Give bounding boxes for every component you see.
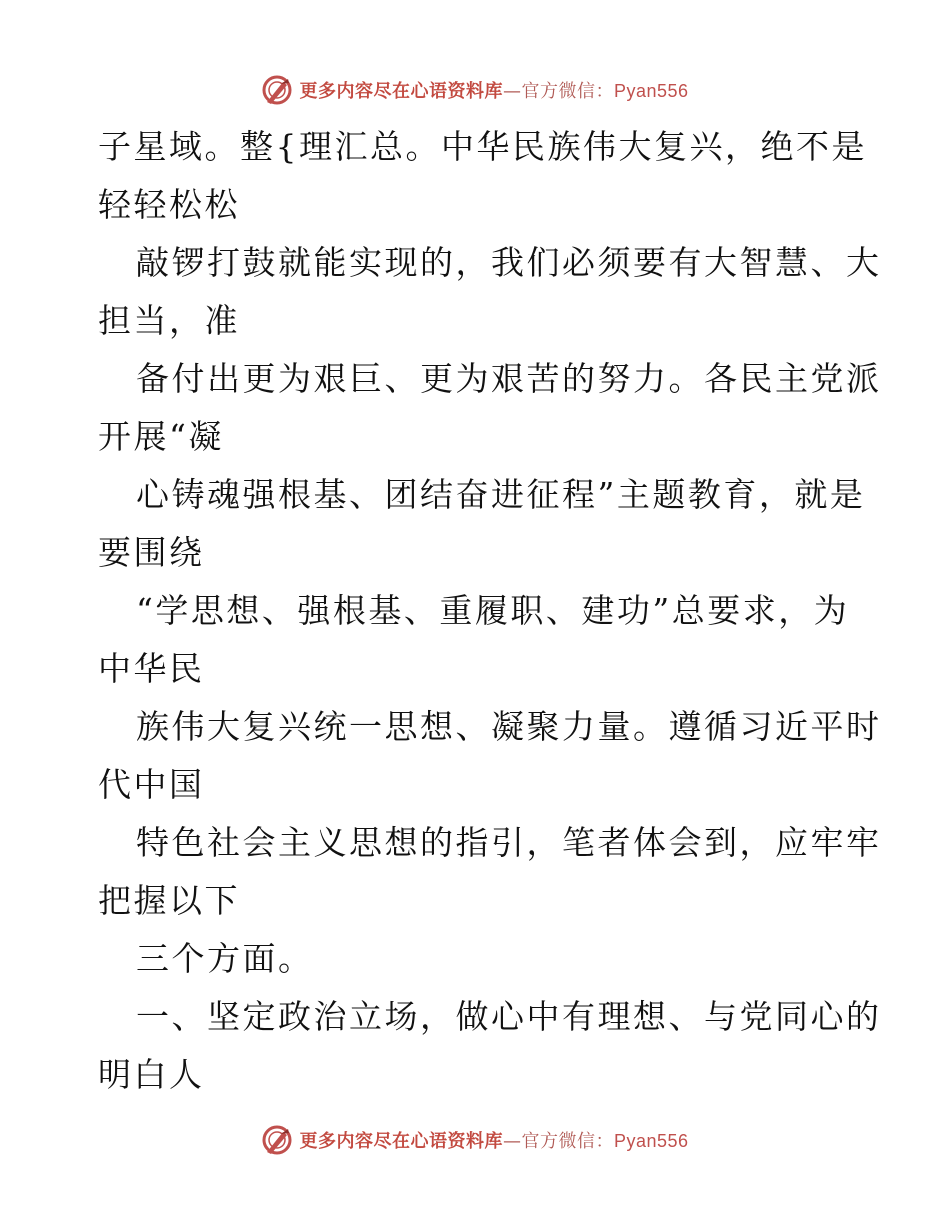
text-line: 开展“凝	[98, 417, 224, 456]
text-line: 敲锣打鼓就能实现的，我们必须要有大智慧、大	[136, 243, 882, 282]
header-watermark	[0, 70, 950, 110]
text-line: 心铸魂强根基、团结奋进征程”主题教育，就是	[136, 475, 866, 514]
text-line: 三个方面。	[136, 939, 314, 978]
watermark-wechat-id: Pyan556	[613, 1131, 689, 1151]
watermark-brand: 更多内容尽在心语资料库	[299, 81, 503, 102]
footer-watermark	[0, 1120, 950, 1160]
text-line: 一、坚定政治立场，做心中有理想、与党同心的	[136, 997, 882, 1036]
text-line: 轻轻松松	[98, 185, 240, 224]
text-line: 代中国	[98, 765, 205, 804]
watermark-separator: —	[502, 81, 522, 102]
text-line: 备付出更为艰巨、更为艰苦的努力。各民主党派	[136, 359, 882, 398]
watermark-wechat-label: 官方微信：	[521, 1131, 614, 1152]
pen-circle-logo-icon	[261, 1124, 293, 1156]
text-line: 要围绕	[98, 533, 205, 572]
text-line: 担当，准	[98, 301, 240, 340]
text-line: 特色社会主义思想的指引，笔者体会到，应牢牢	[136, 823, 882, 862]
watermark-wechat-id: Pyan556	[613, 81, 689, 101]
watermark-text	[299, 77, 688, 103]
text-line: 把握以下	[98, 881, 240, 920]
watermark-text	[299, 1127, 688, 1153]
text-line: “学思想、强根基、重履职、建功”总要求，为	[136, 591, 850, 630]
pen-circle-logo-icon	[261, 74, 293, 106]
watermark-brand: 更多内容尽在心语资料库	[299, 1131, 503, 1152]
text-line: 明白人	[98, 1055, 205, 1094]
text-line: 子星域。整{理汇总。中华民族伟大复兴，绝不是	[98, 127, 867, 166]
document-body	[98, 118, 882, 1104]
watermark-wechat-label: 官方微信：	[521, 81, 614, 102]
text-line: 族伟大复兴统一思想、凝聚力量。遵循习近平时	[136, 707, 882, 746]
text-line: 中华民	[98, 649, 205, 688]
watermark-separator: —	[502, 1131, 522, 1152]
